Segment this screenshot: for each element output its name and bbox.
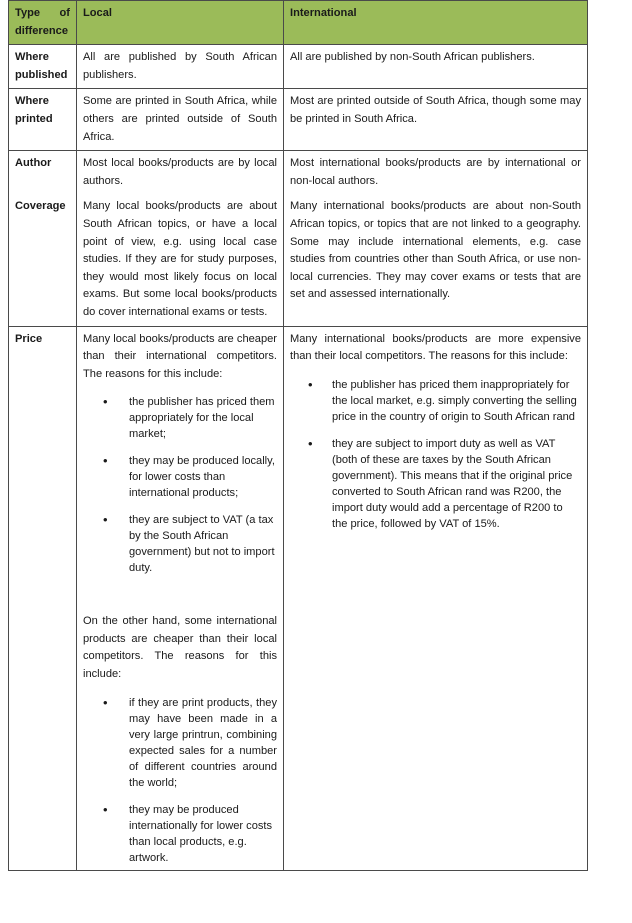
label-author: Author bbox=[9, 151, 77, 195]
bullet-icon: • bbox=[103, 394, 108, 410]
label-where-printed: Where printed bbox=[9, 89, 77, 151]
international-price-reasons-list bbox=[290, 377, 581, 532]
list-item-text: they may be produced internationally for lower costs than local products, e.g. artwork. bbox=[129, 803, 273, 864]
list-item bbox=[83, 802, 277, 866]
header-local: Local bbox=[77, 1, 284, 45]
header-international: International bbox=[284, 1, 588, 45]
bullet-icon: • bbox=[103, 453, 108, 469]
cell-local-printed bbox=[77, 89, 284, 151]
local-price-reasons-list bbox=[83, 394, 277, 576]
local-price-intro: Many local books/products are cheaper than their international competitors. The reasons for this include: bbox=[83, 332, 277, 380]
cell-local-published bbox=[77, 45, 284, 89]
text-international-coverage: Many international books/products are about non-South African topics, or topics that are not linked to a geography. Some may include international elements, e.g. case studies from countries other than South Africa, or use non-local currencies. They may cover exams or tests that are set and assessed internationally. bbox=[290, 200, 581, 301]
cell-international-printed bbox=[284, 89, 588, 151]
header-type-of-difference: Type of difference bbox=[9, 1, 77, 45]
comparison-table bbox=[8, 0, 588, 871]
cell-international-author bbox=[284, 151, 588, 195]
header-row bbox=[9, 1, 588, 45]
cell-local-price bbox=[77, 326, 284, 870]
spacer bbox=[83, 576, 277, 613]
list-item-text: the publisher has priced them appropriately for the local market; bbox=[129, 396, 275, 441]
list-item-text: if they are print products, they may have been made in a very large printrun, combining expected sales for a number of different countries around the world; bbox=[129, 696, 277, 789]
text-international-published: All are published by non-South African publishers. bbox=[290, 51, 535, 64]
local-price-other-intro: On the other hand, some international products are cheaper than their local competitors. The reasons for this include: bbox=[83, 615, 277, 681]
row-price bbox=[9, 326, 588, 870]
text-local-coverage: Many local books/products are about South African topics, or have a local point of view, e.g. using local case studies. If they are for study purposes, they would most likely focus on local exams. But some local books/products do cover international exams or tests. bbox=[83, 200, 277, 318]
cell-international-published bbox=[284, 45, 588, 89]
text-international-printed: Most are printed outside of South Africa, though some may be printed in South Africa. bbox=[290, 95, 581, 125]
bullet-icon: • bbox=[103, 512, 108, 528]
text-international-author: Most international books/products are by international or non-local authors. bbox=[290, 157, 581, 187]
local-price-other-reasons-list bbox=[83, 695, 277, 866]
bullet-icon: • bbox=[308, 435, 313, 451]
list-item bbox=[83, 512, 277, 576]
bullet-icon: • bbox=[103, 801, 108, 817]
label-coverage: Coverage bbox=[9, 194, 77, 326]
international-price-intro: Many international books/products are more expensive than their local competitors. The reasons for this include: bbox=[290, 332, 581, 363]
text-local-printed: Some are printed in South Africa, while others are printed outside of South Africa. bbox=[83, 95, 277, 143]
cell-local-author bbox=[77, 151, 284, 195]
list-item-text: they are subject to VAT (a tax by the South African government) but not to import duty. bbox=[129, 514, 275, 575]
list-item-text: they are subject to import duty as well as VAT (both of these are taxes by the South African government). This means that if the original price converted to South African rand was R200, the import duty would add a percentage of R200 to the price, followed by VAT of 15%. bbox=[332, 437, 573, 530]
bullet-icon: • bbox=[308, 376, 313, 392]
list-item bbox=[290, 377, 581, 425]
cell-international-coverage bbox=[284, 194, 588, 326]
row-where-printed bbox=[9, 89, 588, 151]
cell-local-coverage bbox=[77, 194, 284, 326]
row-author bbox=[9, 151, 588, 195]
text-local-published: All are published by South African publishers. bbox=[83, 51, 277, 81]
list-item bbox=[83, 394, 277, 442]
bullet-icon: • bbox=[103, 694, 108, 710]
list-item bbox=[83, 453, 277, 501]
text-local-author: Most local books/products are by local authors. bbox=[83, 157, 277, 187]
list-item bbox=[83, 695, 277, 791]
label-price: Price bbox=[9, 326, 77, 870]
list-item-text: the publisher has priced them inappropriately for the local market, e.g. simply converting the selling price in the country of origin to South African rand bbox=[332, 378, 577, 423]
row-coverage bbox=[9, 194, 588, 326]
label-where-published: Where published bbox=[9, 45, 77, 89]
row-where-published bbox=[9, 45, 588, 89]
list-item bbox=[290, 436, 581, 532]
list-item-text: they may be produced locally, for lower costs than international products; bbox=[129, 455, 275, 500]
cell-international-price bbox=[284, 326, 588, 870]
